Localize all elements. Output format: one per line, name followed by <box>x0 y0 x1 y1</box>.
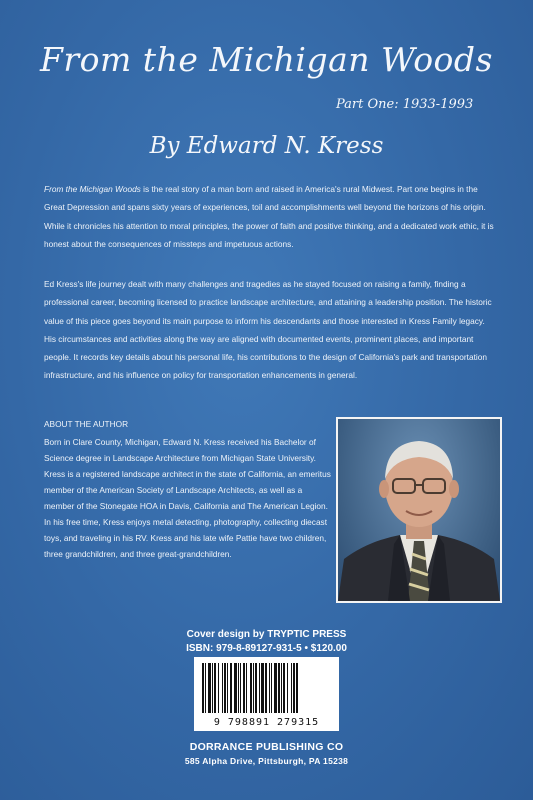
description-title-reference: From the Michigan Woods <box>44 184 141 194</box>
about-author-text: Born in Clare County, Michigan, Edward N. Kress received his Bachelor of Science degree in Landscape Architecture from Michigan State University. Kress is a registered landscape architect in the state of California, an emeritus member of the American Society of Landscape Architects, as well as a member of the Stonegate HOA in Davis, California and The American Legion. In his free time, Kress enjoys metal detecting, photography, collecting diecast toys, and traveling in his RV. Kress and his late wife Pattie have two children, three grandchildren, and three great-grandchildren. <box>44 437 331 559</box>
barcode-number: 9 798891 279315 <box>213 717 320 728</box>
publisher-name: DORRANCE PUBLISHING CO <box>189 741 344 753</box>
isbn-price: ISBN: 979-8-89127-931-5 • $120.00 <box>186 643 347 654</box>
author-byline: By Edward N. Kress <box>149 133 384 159</box>
author-portrait-image <box>338 419 500 601</box>
about-author-heading: ABOUT THE AUTHOR <box>44 419 129 429</box>
barcode-bars <box>202 663 331 713</box>
isbn-barcode <box>194 657 339 731</box>
publisher-address: 585 Alpha Drive, Pittsburgh, PA 15238 <box>184 756 349 766</box>
book-subtitle: Part One: 1933-1993 <box>336 97 474 112</box>
description-paragraph-1 <box>44 180 494 253</box>
description-paragraph-2: Ed Kress's life journey dealt with many challenges and tragedies as he stayed focused on raising a family, finding a professional career, becoming licensed to practice landscape architecture, and attaining a leadership position. The historic value of this piece goes beyond its main purpose to inform his descendants and those interested in Kress Family legacy. His circumstances and activities along the way are aligned with documented events, prominent places, and important people. It records key details about his personal life, his contributions to the design of California's park and transportation infrastructure, and his influence on policy for transportation enhancements in general. <box>44 279 492 381</box>
book-title: From the Michigan Woods <box>39 40 493 79</box>
description-paragraph-1-text: is the real story of a man born and raised in America's rural Midwest. Part one begins in the Great Depression and spans sixty years of experiences, toil and accomplishments well beyond the horizons of his origin. While it chronicles his attention to moral principles, the power of faith and positive thinking, and a dedicated work ethic, it is honest about the consequences of missteps and impetuous actions. <box>44 184 494 249</box>
cover-design-credit: Cover design by TRYPTIC PRESS <box>186 629 347 640</box>
author-photo <box>336 417 502 603</box>
